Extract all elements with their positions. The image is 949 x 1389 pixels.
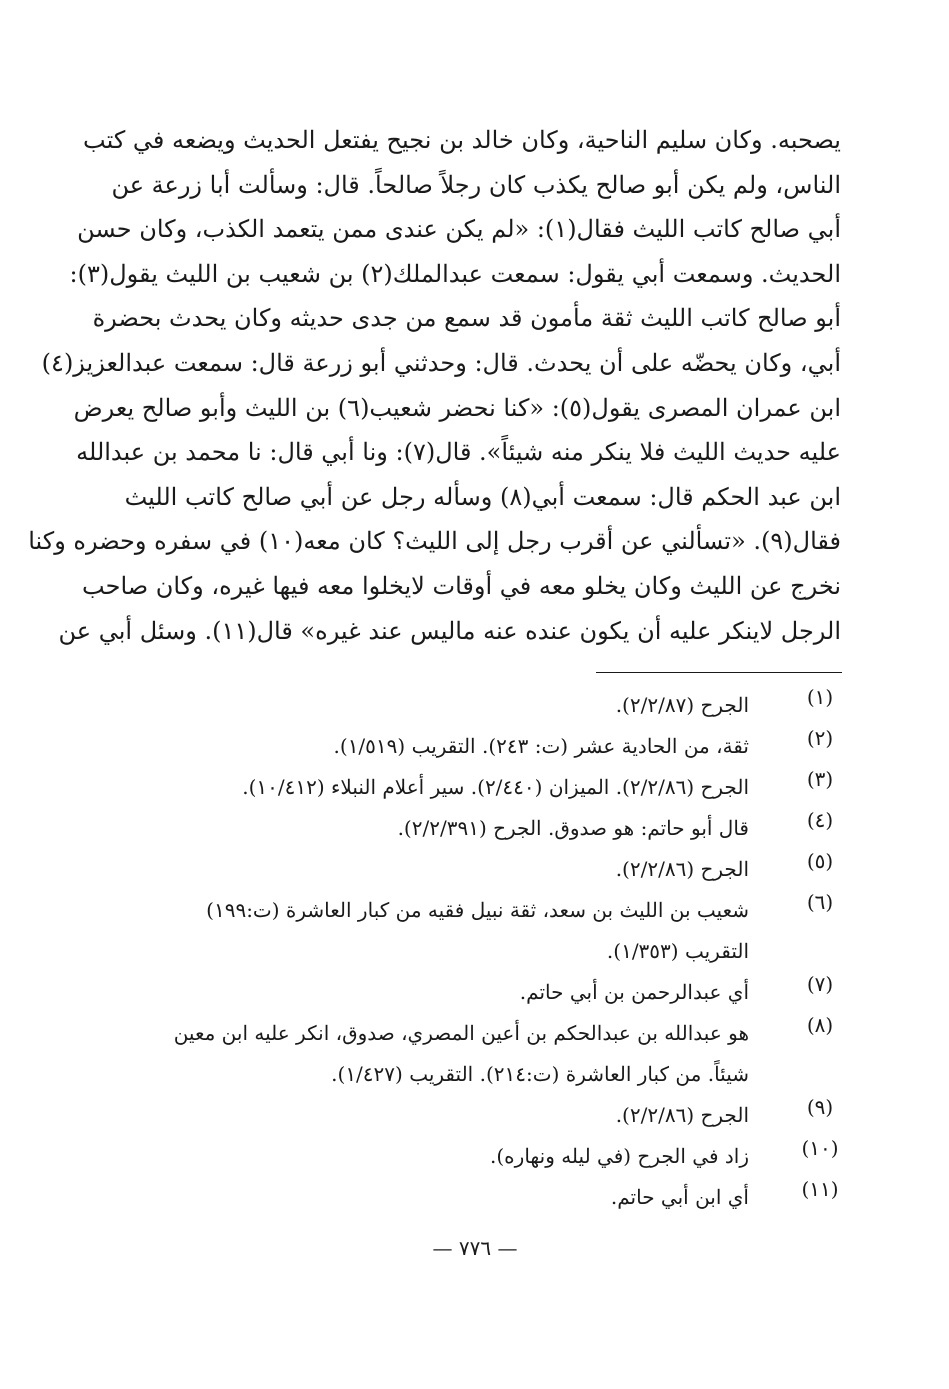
footnote-text: أي عبدالرحمن بن أبي حاتم. xyxy=(519,980,749,1004)
footnote-3 xyxy=(95,767,845,808)
footnote-text: الجرح (٢/٢/٨٦). الميزان (٢/٤٤٠). سير أعلام النبلاء (١٠/٤١٢). xyxy=(242,775,749,799)
text-line: ابن عبد الحكم قال: سمعت أبي(٨) وسأله رجل عن أبي صالح كاتب الليث xyxy=(124,482,841,511)
text-line: ابن عمران المصرى يقول(٥): «كنا نحضر شعيب(٦) بن الليث وأبو صالح يعرض xyxy=(73,393,841,422)
footnote-number: (٥) xyxy=(806,849,834,873)
footnote-8 xyxy=(95,1013,845,1095)
footnote-number: (١١) xyxy=(801,1177,839,1201)
footnote-number: (٨) xyxy=(806,1013,834,1037)
footnote-text: أي ابن أبي حاتم. xyxy=(610,1185,749,1209)
text-line: الحديث. وسمعت أبي يقول: سمعت عبدالملك(٢) بن شعيب بن الليث يقول(٣): xyxy=(69,259,841,288)
footnote-number: (٣) xyxy=(806,767,834,791)
footnote-separator xyxy=(596,672,842,673)
footnote-text: ثقة، من الحادية عشر (ت: ٢٤٣). التقريب (١/٥١٩). xyxy=(333,734,749,758)
footnote-number: (٦) xyxy=(806,890,834,914)
text-line: أبو صالح كاتب الليث ثقة مأمون قد سمع من جدى حديثه وكان يحدث بحضرة xyxy=(92,304,841,333)
footnotes xyxy=(95,685,845,1218)
text-line: نخرج عن الليث وكان يخلو معه في أوقات لايخلوا معه فيها غيره، وكان صاحب xyxy=(82,571,841,600)
text-line: يصحبه. وكان سليم الناحية، وكان خالد بن نجيح يفتعل الحديث ويضعه في كتب xyxy=(83,126,841,154)
footnote-text: الجرح (٢/٢/٨٧). xyxy=(615,693,749,717)
text-line: أبي، وكان يحضّه على أن يحدث. قال: وحدثني أبو زرعة قال: سمعت عبدالعزيز(٤) xyxy=(41,348,841,377)
footnote-6 xyxy=(95,890,845,972)
text-line: الناس، ولم يكن أبو صالح يكذب كان رجلاً صالحاً. قال: وسألت أبا زرعة عن xyxy=(111,170,841,199)
footnote-9 xyxy=(95,1095,845,1136)
footnote-text: التقريب (١/٣٥٣). xyxy=(606,939,749,963)
footnote-text: زاد في الجرح (في ليله ونهاره). xyxy=(490,1144,749,1168)
text-line: أبي صالح كاتب الليث فقال(١): «لم يكن عندى ممن يتعمد الكذب، وكان حسن xyxy=(77,215,841,244)
footnote-text: قال أبو حاتم: هو صدوق. الجرح (٢/٢/٣٩١). xyxy=(397,816,749,840)
text-line: عليه حديث الليث فلا ينكر منه شيئاً». قال(٧): ونا أبي قال: نا محمد بن عبدالله xyxy=(76,438,841,467)
footnote-number: (٩) xyxy=(806,1095,834,1119)
footnote-7 xyxy=(95,972,845,1013)
footnote-10 xyxy=(95,1136,845,1177)
footnote-number: (١٠) xyxy=(801,1136,839,1160)
footnote-11 xyxy=(95,1177,845,1218)
footnote-4 xyxy=(95,808,845,849)
footnote-text: شعيب بن الليث بن سعد، ثقة نبيل فقيه من كبار العاشرة (ت:١٩٩) xyxy=(206,898,749,922)
text-line: فقال(٩). «تسألني عن أقرب رجل إلى الليث؟ كان معه(١٠) في سفره وحضره وكنا xyxy=(28,527,841,556)
main-text xyxy=(28,118,841,653)
footnote-number: (٤) xyxy=(806,808,834,832)
footnote-number: (٧) xyxy=(806,972,834,996)
footnote-5 xyxy=(95,849,845,890)
footnote-text: هو عبدالله بن عبدالحكم بن أعين المصري، صدوق، انكر عليه ابن معين xyxy=(173,1021,749,1045)
footnote-text: الجرح (٢/٢/٨٦). xyxy=(615,857,749,881)
footnote-number: (١) xyxy=(806,685,834,709)
footnote-text: الجرح (٢/٢/٨٦). xyxy=(615,1103,749,1127)
text-line: الرجل لاينكر عليه أن يكون عنده عنه ماليس عند غيره» قال(١١). وسئل أبي عن xyxy=(58,616,841,645)
footnote-2 xyxy=(95,726,845,767)
footnote-text: شيئاً. من كبار العاشرة (ت:٢١٤). التقريب (١/٤٢٧). xyxy=(331,1062,749,1086)
page-number: — ٧٧٦ — xyxy=(432,1236,518,1260)
footnote-1 xyxy=(95,685,845,726)
footnote-number: (٢) xyxy=(806,726,834,750)
